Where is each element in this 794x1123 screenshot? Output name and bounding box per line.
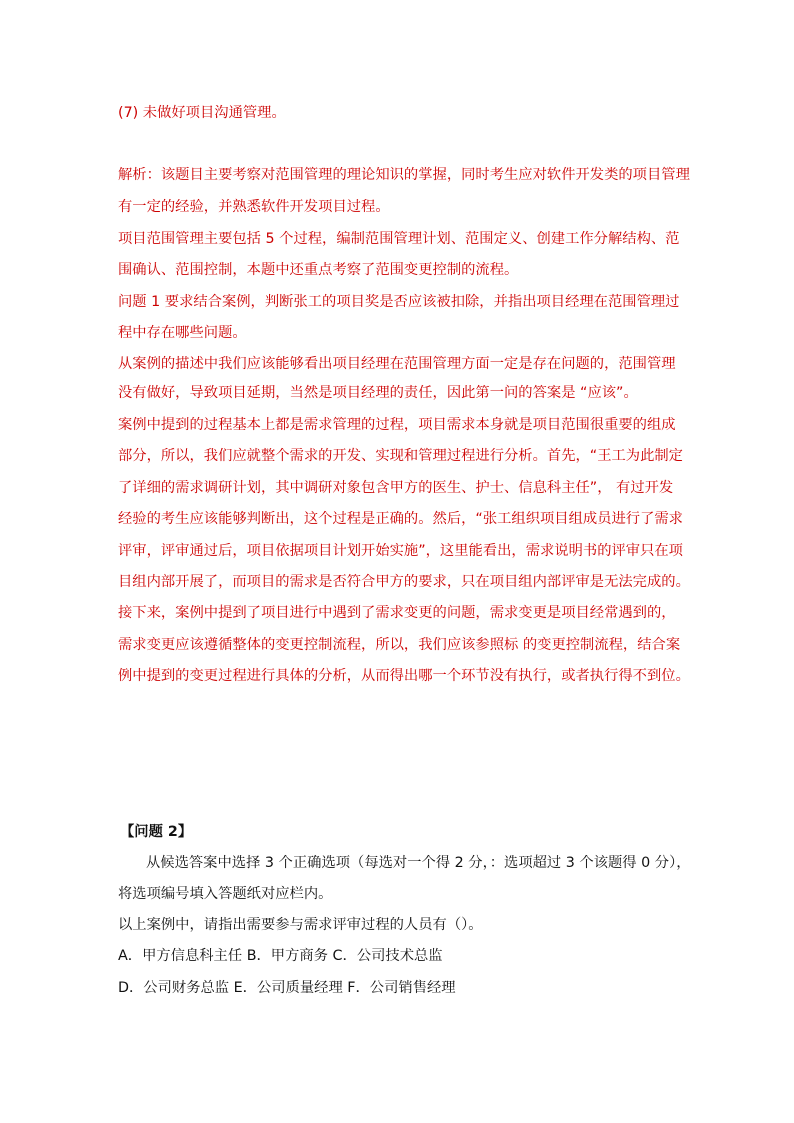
analysis-line: 评审，评审通过后，项目依据项目计划开始实施”，这里能看出，需求说明书的评审只在项 — [118, 543, 683, 559]
analysis-line: 问题 1 要求结合案例，判断张工的项目奖是否应该被扣除，并指出项目经理在范围管理过 — [118, 294, 680, 310]
options-line: A．甲方信息科主任 B．甲方商务 C．公司技术总监 — [118, 948, 443, 964]
analysis-line: 有一定的经验，并熟悉软件开发项目过程。 — [118, 199, 390, 215]
instruction-line: 从候选答案中选择 3 个正确选项（每选对一个得 2 分，：选项超过 3 个该题得 0 分）， — [146, 855, 691, 871]
analysis-line: 部分，所以，我们应就整个需求的开发、实现和管理过程进行分析。首先，“王工为此制定 — [118, 448, 683, 464]
question-text: 以上案例中，请指出需要参与需求评审过程的人员有（）。 — [118, 917, 483, 933]
question-heading: 【问题 2】 — [120, 824, 193, 840]
analysis-line: 项目范围管理主要包括 5 个过程，编制范围管理计划、范围定义、创建工作分解结构、范 — [118, 231, 680, 247]
analysis-line: 了详细的需求调研计划，其中调研对象包含甲方的医生、护士、信息科主任”， 有过开发 — [118, 480, 674, 496]
options-line: D．公司财务总监 E．公司质量经理 F．公司销售经理 — [118, 980, 456, 996]
analysis-line: 没有做好，导致项目延期，当然是项目经理的责任，因此第一问的答案是 “应该”。 — [118, 385, 638, 401]
analysis-line: 目组内部开展了，而项目的需求是否符合甲方的要求，只在项目组内部评审是无法完成的。 — [118, 574, 690, 590]
analysis-line: 需求变更应该遵循整体的变更控制流程，所以，我们应该参照标 的变更控制流程，结合案 — [118, 637, 681, 653]
analysis-line: 案例中提到的过程基本上都是需求管理的过程，项目需求本身就是项目范围很重要的组成 — [118, 417, 676, 433]
analysis-line: 从案例的描述中我们应该能够看出项目经理在范围管理方面一定是存在问题的，范围管理 — [118, 356, 676, 372]
item-7-text: (7) 未做好项目沟通管理。 — [118, 105, 286, 121]
analysis-line: 解析：该题目主要考察对范围管理的理论知识的掌握，同时考生应对软件开发类的项目管理 — [118, 167, 690, 183]
analysis-line: 围确认、范围控制，本题中还重点考察了范围变更控制的流程。 — [118, 262, 519, 278]
instruction-line: 将选项编号填入答题纸对应栏内。 — [118, 886, 333, 902]
analysis-line: 接下来，案例中提到了项目进行中遇到了需求变更的问题，需求变更是项目经常遇到的， — [118, 605, 676, 621]
analysis-line: 经验的考生应该能够判断出，这个过程是正确的。然后，“张工组织项目组成员进行了需求 — [118, 511, 683, 527]
analysis-line: 例中提到的变更过程进行具体的分析，从而得出哪一个环节没有执行，或者执行得不到位。 — [118, 668, 690, 684]
analysis-line: 程中存在哪些问题。 — [118, 325, 247, 341]
